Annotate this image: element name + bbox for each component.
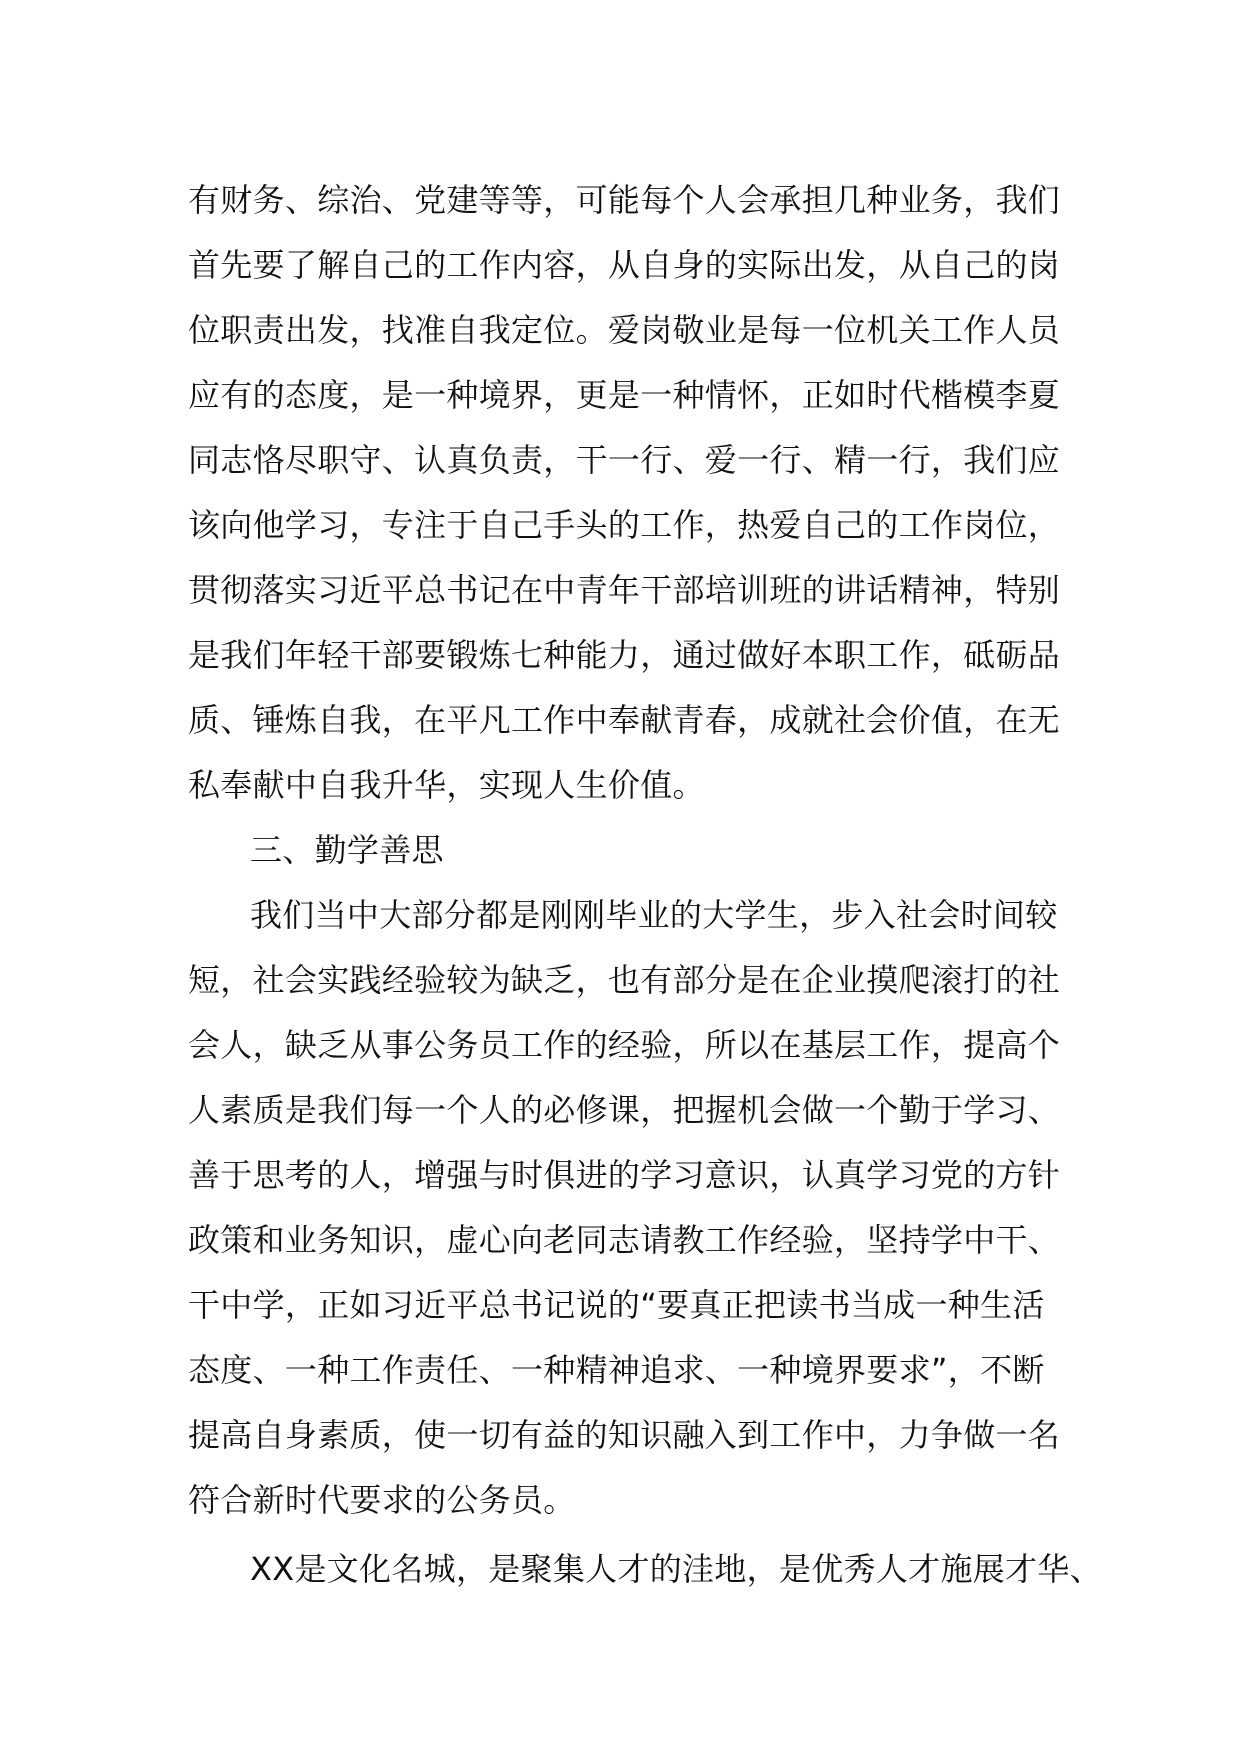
body-text-line: 私奉献中自我升华，实现人生价值。: [188, 766, 705, 804]
body-text-line: 有财务、综治、党建等等，可能每个人会承担几种业务，我们: [188, 181, 1061, 219]
body-text-line: 是我们年轻干部要锻炼七种能力，通过做好本职工作，砥砺品: [188, 636, 1061, 674]
body-text-line: 首先要了解自己的工作内容，从自身的实际出发，从自己的岗: [188, 246, 1061, 284]
body-text-line: 政策和业务知识，虚心向老同志请教工作经验，坚持学中干、: [188, 1221, 1061, 1259]
body-text-line: 应有的态度，是一种境界，更是一种情怀，正如时代楷模李夏: [188, 376, 1061, 414]
body-text-line: 该向他学习，专注于自己手头的工作，热爱自己的工作岗位，: [188, 506, 1061, 544]
body-text-line: XX是文化名城，是聚集人才的洼地，是优秀人才施展才华、: [250, 1550, 1102, 1588]
section-heading: 三、勤学善思: [250, 831, 444, 869]
body-text-line: 提高自身素质，使一切有益的知识融入到工作中，力争做一名: [188, 1416, 1061, 1454]
body-text-line: 贯彻落实习近平总书记在中青年干部培训班的讲话精神，特别: [188, 571, 1061, 609]
body-text-line: 质、锤炼自我，在平凡工作中奉献青春，成就社会价值，在无: [188, 701, 1061, 739]
body-text-line: 干中学，正如习近平总书记说的“要真正把读书当成一种生活: [188, 1286, 1045, 1324]
body-text-line: 短，社会实践经验较为缺乏，也有部分是在企业摸爬滚打的社: [188, 961, 1061, 999]
body-text-line: 符合新时代要求的公务员。: [188, 1481, 576, 1519]
body-text-line: 人素质是我们每一个人的必修课，把握机会做一个勤于学习、: [188, 1091, 1061, 1129]
body-text-line: 我们当中大部分都是刚刚毕业的大学生，步入社会时间较: [250, 896, 1058, 934]
body-text-line: 善于思考的人，增强与时俱进的学习意识，认真学习党的方针: [188, 1156, 1061, 1194]
body-text-line: 位职责出发，找准自我定位。爱岗敬业是每一位机关工作人员: [188, 311, 1061, 349]
body-text-line: 会人，缺乏从事公务员工作的经验，所以在基层工作，提高个: [188, 1026, 1061, 1064]
body-text-line: 同志恪尽职守、认真负责，干一行、爱一行、精一行，我们应: [188, 441, 1061, 479]
document-body: [188, 168, 1102, 1602]
body-text-line: 态度、一种工作责任、一种精神追求、一种境界要求”，不断: [188, 1351, 1045, 1389]
